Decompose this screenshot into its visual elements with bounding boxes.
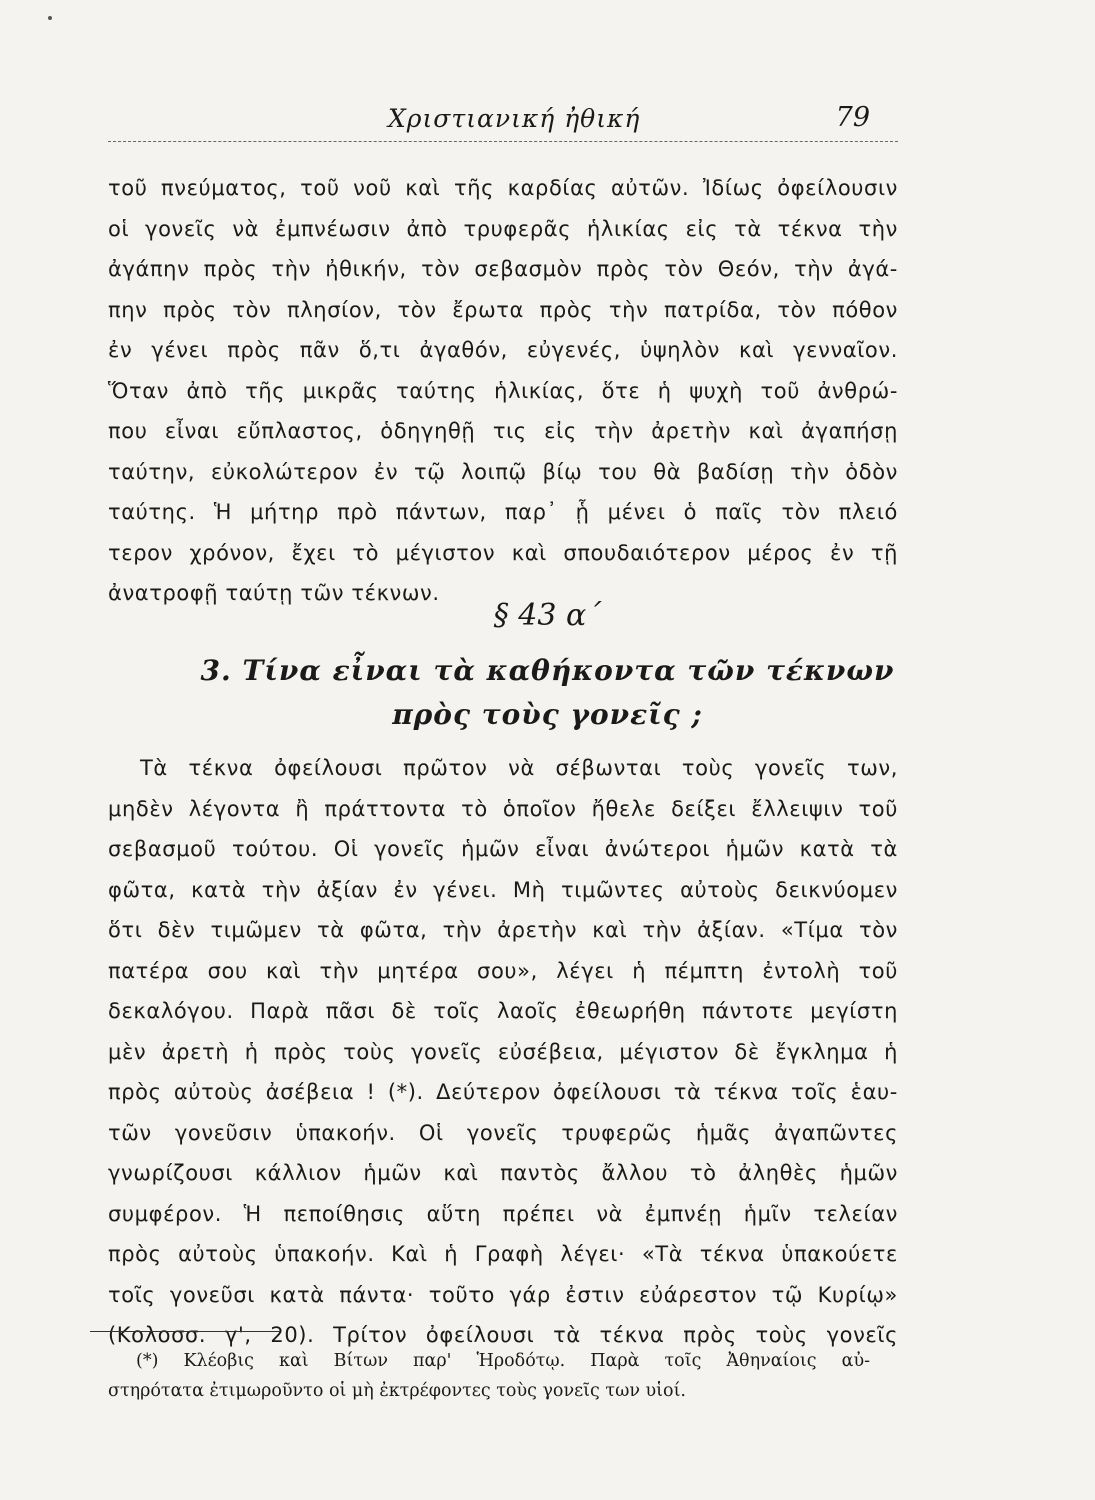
- text-line: ταύτης. Ἡ μήτηρ πρὸ πάντων, παρ᾽ ᾗ μένει ὁ παῖς τὸν πλειό: [108, 500, 898, 524]
- section-title: 3. Τίνα εἶναι τὰ καθήκοντα τῶν τέκνων: [200, 654, 895, 687]
- text-line: σεβασμοῦ τούτου. Οἱ γονεῖς ἡμῶν εἶναι ἀνώτεροι ἡμῶν κατὰ τὰ: [108, 837, 898, 861]
- text-line: πατέρα σου καὶ τὴν μητέρα σου», λέγει ἡ πέμπτη ἐντολὴ τοῦ: [108, 958, 898, 983]
- text-line: ὅτι δὲν τιμῶμεν τὰ φῶτα, τὴν ἀρετὴν καὶ τὴν ἀξίαν. «Τίμα τὸν: [108, 918, 898, 942]
- running-title: Χριστιανική ἠθική: [388, 104, 641, 133]
- text-line: Τὰ τέκνα ὀφείλουσι πρῶτον νὰ σέβωνται τοὺς γονεῖς των,: [140, 756, 898, 780]
- text-line: ἀνατροφῇ ταύτῃ τῶν τέκνων.: [108, 581, 440, 605]
- text-line: τοῦ πνεύματος, τοῦ νοῦ καὶ τῆς καρδίας αὐτῶν. Ἰδίως ὀφείλουσιν: [108, 176, 898, 200]
- text-line: Ὅταν ἀπὸ τῆς μικρᾶς ταύτης ἡλικίας, ὅτε ἡ ψυχὴ τοῦ ἀνθρώ-: [108, 378, 898, 403]
- text-line: μὲν ἀρετὴ ἡ πρὸς τοὺς γονεῖς εὐσέβεια, μέγιστον δὲ ἔγκλημα ἡ: [108, 1039, 898, 1064]
- page-number: 79: [835, 102, 870, 133]
- text-line: γνωρίζουσι κάλλιον ἡμῶν καὶ παντὸς ἄλλου τὸ ἀληθὲς ἡμῶν: [108, 1161, 898, 1185]
- paragraph-2: [108, 748, 898, 1356]
- text-line: ἐν γένει πρὸς πᾶν ὅ,τι ἀγαθόν, εὐγενές, ὑψηλὸν καὶ γενναῖον.: [108, 338, 898, 362]
- text-line: πρὸς αὐτοὺς ἀσέβεια ! (*). Δεύτερον ὀφείλουσι τὰ τέκνα τοῖς ἑαυ-: [108, 1080, 898, 1104]
- text-line: πρὸς αὐτοὺς ὑπακοήν. Καὶ ἡ Γραφὴ λέγει· «Τὰ τέκνα ὑπακούετε: [108, 1242, 898, 1266]
- text-line: τῶν γονεῦσιν ὑπακοήν. Οἱ γονεῖς τρυφερῶς ἡμᾶς ἀγαπῶντες: [108, 1120, 898, 1145]
- text-line: τοῖς γονεῦσι κατὰ πάντα· τοῦτο γάρ ἐστιν εὐάρεστον τῷ Κυρίῳ»: [108, 1282, 898, 1307]
- page-header: [108, 98, 898, 142]
- text-line: τερον χρόνον, ἔχει τὸ μέγιστον καὶ σπουδαιότερον μέρος ἐν τῇ: [108, 540, 898, 565]
- text-line: ταύτην, εὐκολώτερον ἐν τῷ λοιπῷ βίῳ του θὰ βαδίσῃ τὴν ὁδὸν: [108, 459, 898, 484]
- text-line: οἱ γονεῖς νὰ ἐμπνέωσιν ἀπὸ τρυφερᾶς ἡλικίας εἰς τὰ τέκνα τὴν: [108, 216, 898, 241]
- text-line: ἀγάπην πρὸς τὴν ἠθικήν, τὸν σεβασμὸν πρὸς τὸν Θεόν, τὴν ἀγά-: [108, 257, 898, 281]
- text-line: δεκαλόγου. Παρὰ πᾶσι δὲ τοῖς λαοῖς ἐθεωρήθη πάντοτε μεγίστη: [108, 999, 898, 1023]
- paragraph-1: [108, 168, 898, 614]
- text-line: (Κολοσσ. γ', 20). Τρίτον ὀφείλουσι τὰ τέκνα πρὸς τοὺς γονεῖς: [108, 1323, 898, 1347]
- text-line: που εἶναι εὔπλαστος, ὁδηγηθῇ τις εἰς τὴν ἀρετὴν καὶ ἀγαπήσῃ: [108, 419, 898, 443]
- footnote-line: στηρότατα ἐτιμωροῦντο οἱ μὴ ἐκτρέφοντες τοὺς γονεῖς των υἱοί.: [108, 1381, 686, 1401]
- section-number: § 43 α΄: [493, 598, 602, 633]
- footnote-line: (*) Κλέοβις καὶ Βίτων παρ' Ἡροδότῳ. Παρὰ τοῖς Ἀθηναίοις αὐ-: [136, 1351, 870, 1371]
- text-line: μηδὲν λέγοντα ἢ πράττοντα τὸ ὁποῖον ἤθελε δείξει ἔλλειψιν τοῦ: [108, 796, 898, 821]
- header-rule: [108, 141, 898, 142]
- section-title-continuation: πρὸς τοὺς γονεῖς ;: [392, 698, 703, 731]
- speck-mark: [48, 16, 52, 20]
- text-line: πην πρὸς τὸν πλησίον, τὸν ἔρωτα πρὸς τὴν πατρίδα, τὸν πόθον: [108, 297, 898, 322]
- footnote-rule: [90, 1331, 280, 1332]
- text-line: συμφέρον. Ἡ πεποίθησις αὕτη πρέπει νὰ ἐμπνέῃ ἡμῖν τελείαν: [108, 1201, 898, 1226]
- footnote: [108, 1346, 870, 1406]
- text-line: φῶτα, κατὰ τὴν ἀξίαν ἐν γένει. Μὴ τιμῶντες αὐτοὺς δεικνύομεν: [108, 877, 898, 902]
